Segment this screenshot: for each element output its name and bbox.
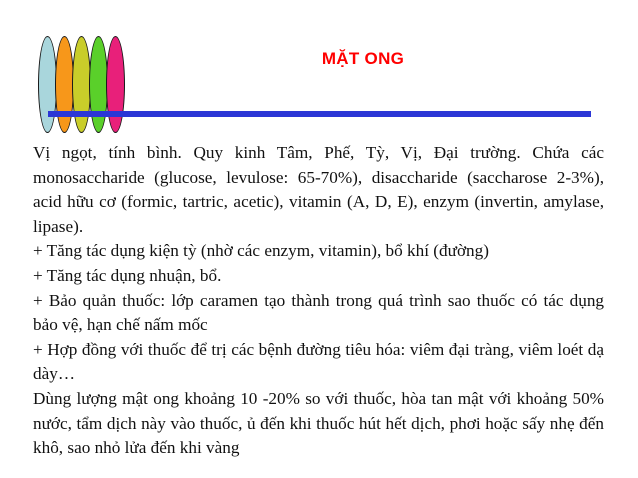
bullet-preservation: + Bảo quản thuốc: lớp caramen tạo thành trong quá trình sao thuốc có tác dụng bảo vệ, hạn chế nấm mốc	[33, 290, 604, 335]
bullet-spleen-tonic: + Tăng tác dụng kiện tỳ (nhờ các enzym, vitamin), bổ khí (đường)	[33, 241, 489, 261]
pink-oval	[106, 36, 125, 133]
decorative-ovals	[38, 36, 128, 136]
bullet-moisten-tonify: + Tăng tác dụng nhuận, bổ.	[33, 265, 222, 285]
bullet-digestive-synergy: + Hợp đồng với thuốc để trị các bệnh đường tiêu hóa: viêm đại tràng, viêm loét dạ dày…	[33, 339, 604, 384]
usage-paragraph: Dùng lượng mật ong khoảng 10 -20% so với thuốc, hòa tan mật với khoảng 50% nước, tẩm dịch này vào thuốc, ủ đến khi thuốc hút hết dịch, phơi hoặc sấy nhẹ đến khô, sao nhỏ lửa đến khi vàng	[33, 388, 604, 458]
title-divider-rule	[48, 111, 591, 117]
slide-title: MẶT ONG	[321, 49, 405, 68]
slide-body	[33, 141, 604, 461]
description-paragraph: Vị ngọt, tính bình. Quy kinh Tâm, Phế, Tỳ, Vị, Đại trường. Chứa các monosaccharide (glucose, levulose: 65-70%), disaccharide (saccharose 2-3%), acid hữu cơ (formic, tartric, acetic), vitamin (A, D, E), enzym (invertin, amylase, lipase).	[33, 143, 604, 236]
